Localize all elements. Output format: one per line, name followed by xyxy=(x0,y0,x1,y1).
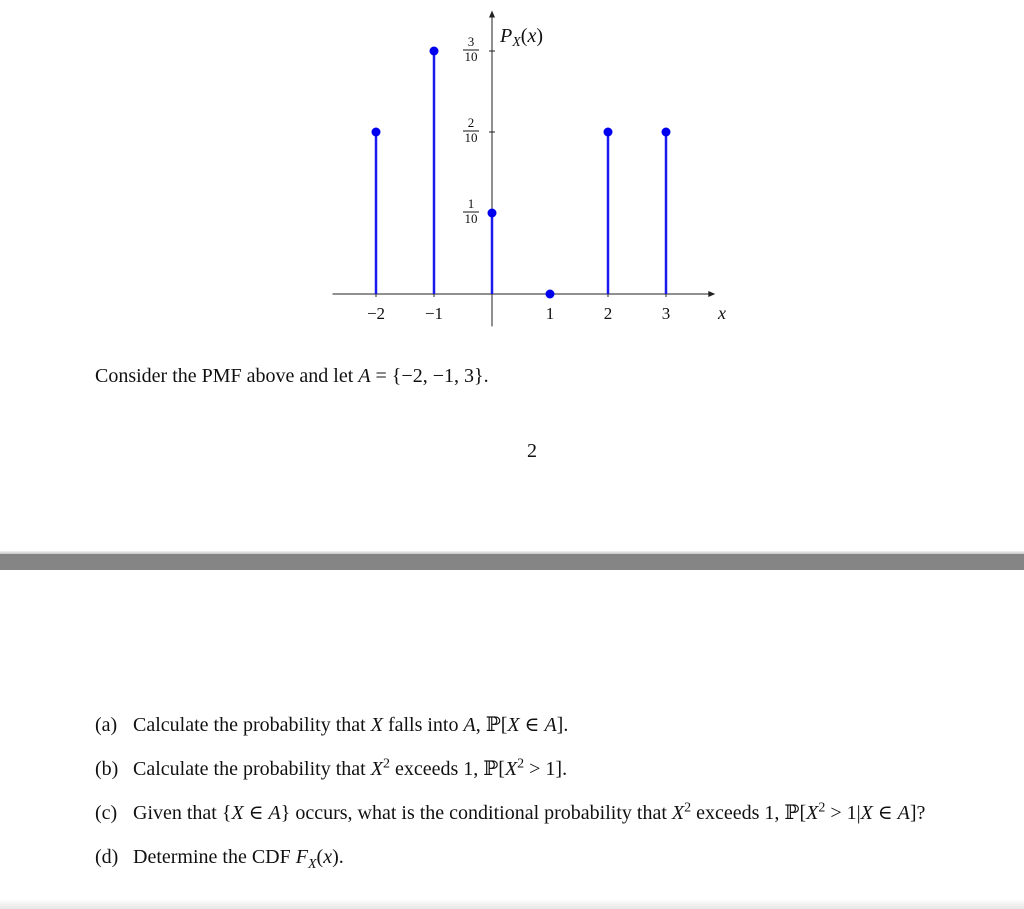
question-item xyxy=(95,844,975,871)
page-bottom-shadow xyxy=(0,899,1024,909)
y-tick-numerator: 2 xyxy=(467,115,475,130)
y-tick-label xyxy=(463,196,479,226)
x-tick-label: −2 xyxy=(366,304,386,323)
question-text-part: F xyxy=(295,846,308,868)
pmf-point xyxy=(430,47,439,56)
pmf-point xyxy=(372,128,381,137)
question-list xyxy=(95,712,975,888)
y-tick-denominator: 10 xyxy=(464,49,478,64)
question-text-part: Calculate the probability that xyxy=(133,758,371,780)
question-text-part: 2 xyxy=(382,756,390,772)
x-axis-label: x xyxy=(718,303,726,323)
question-item xyxy=(95,712,975,739)
question-text-part: X xyxy=(370,714,383,736)
question-text-part: falls into xyxy=(382,714,464,736)
question-text-part: X xyxy=(231,802,244,824)
y-tick-label xyxy=(463,115,479,145)
caption xyxy=(95,365,489,388)
caption-set-var: A xyxy=(358,365,371,387)
question-text-part: 2 xyxy=(517,756,525,772)
question-text-part: > 1]. xyxy=(524,758,568,780)
y-tick-label xyxy=(463,34,479,64)
question-text xyxy=(133,802,925,824)
y-tick-denominator: 10 xyxy=(464,130,478,145)
x-axis-arrow xyxy=(708,291,715,297)
question-text xyxy=(133,714,568,736)
question-text-part: ∈ xyxy=(872,802,898,824)
page-number: 2 xyxy=(527,440,537,462)
question-text-part: 2 xyxy=(684,800,692,816)
question-text-part: A xyxy=(544,714,557,736)
question-text-part: 2 xyxy=(818,800,826,816)
question-text xyxy=(133,758,567,780)
question-label: (c) xyxy=(95,802,118,824)
question-text xyxy=(133,846,344,872)
question-text-part: ). xyxy=(332,846,344,868)
question-text-part: x xyxy=(323,846,333,868)
question-text-part: ∈ xyxy=(243,802,269,824)
y-tick-denominator: 10 xyxy=(464,211,478,226)
pmf-point xyxy=(604,128,613,137)
question-text-part: X xyxy=(860,802,873,824)
y-axis-arrow xyxy=(489,11,495,18)
question-text-part: X xyxy=(370,758,383,780)
question-item xyxy=(95,756,975,783)
question-text-part: X xyxy=(671,802,685,824)
question-text-part: ]. xyxy=(556,714,569,736)
question-item xyxy=(95,800,975,827)
x-tick-label: 2 xyxy=(603,304,613,323)
question-label: (d) xyxy=(95,846,119,868)
caption-set-value: = {−2, −1, 3}. xyxy=(370,365,489,387)
question-text-part: Given that { xyxy=(133,802,232,824)
question-text-part: X xyxy=(507,714,520,736)
question-label: (a) xyxy=(95,714,118,736)
pmf-point xyxy=(662,128,671,137)
question-text-part: exceeds 1, ℙ[ xyxy=(389,758,505,780)
question-text-part: X xyxy=(504,758,518,780)
question-text-part: exceeds 1, ℙ[ xyxy=(691,802,807,824)
question-text-part: A xyxy=(897,802,910,824)
question-text-part: A xyxy=(463,714,476,736)
question-text-part: A xyxy=(268,802,281,824)
question-text-part: X xyxy=(806,802,819,824)
x-tick-label: 3 xyxy=(661,304,671,323)
question-text-part: , ℙ[ xyxy=(475,714,508,736)
pmf-point xyxy=(488,209,497,218)
y-axis-label: $P_X(x)$ xyxy=(500,25,544,50)
x-tick-label: −1 xyxy=(424,304,444,323)
question-text-part: Calculate the probability that xyxy=(133,714,371,736)
y-tick-numerator: 3 xyxy=(467,34,475,49)
question-text-part: ( xyxy=(316,846,324,868)
question-text-part: X xyxy=(307,857,317,872)
pmf-point xyxy=(546,290,555,299)
question-text-part: > 1| xyxy=(825,802,861,824)
question-label: (b) xyxy=(95,758,119,780)
x-tick-label: 1 xyxy=(545,304,555,323)
y-tick-numerator: 1 xyxy=(467,196,475,211)
pmf-stem-chart xyxy=(0,0,1024,345)
question-text-part: Determine the CDF xyxy=(133,846,296,868)
caption-prefix: Consider the PMF above and let xyxy=(95,365,359,387)
question-text-part: } occurs, what is the conditional probability that xyxy=(280,802,672,824)
question-text-part: ∈ xyxy=(519,714,545,736)
question-text-part: ]? xyxy=(909,802,926,824)
page-separator xyxy=(0,554,1024,570)
